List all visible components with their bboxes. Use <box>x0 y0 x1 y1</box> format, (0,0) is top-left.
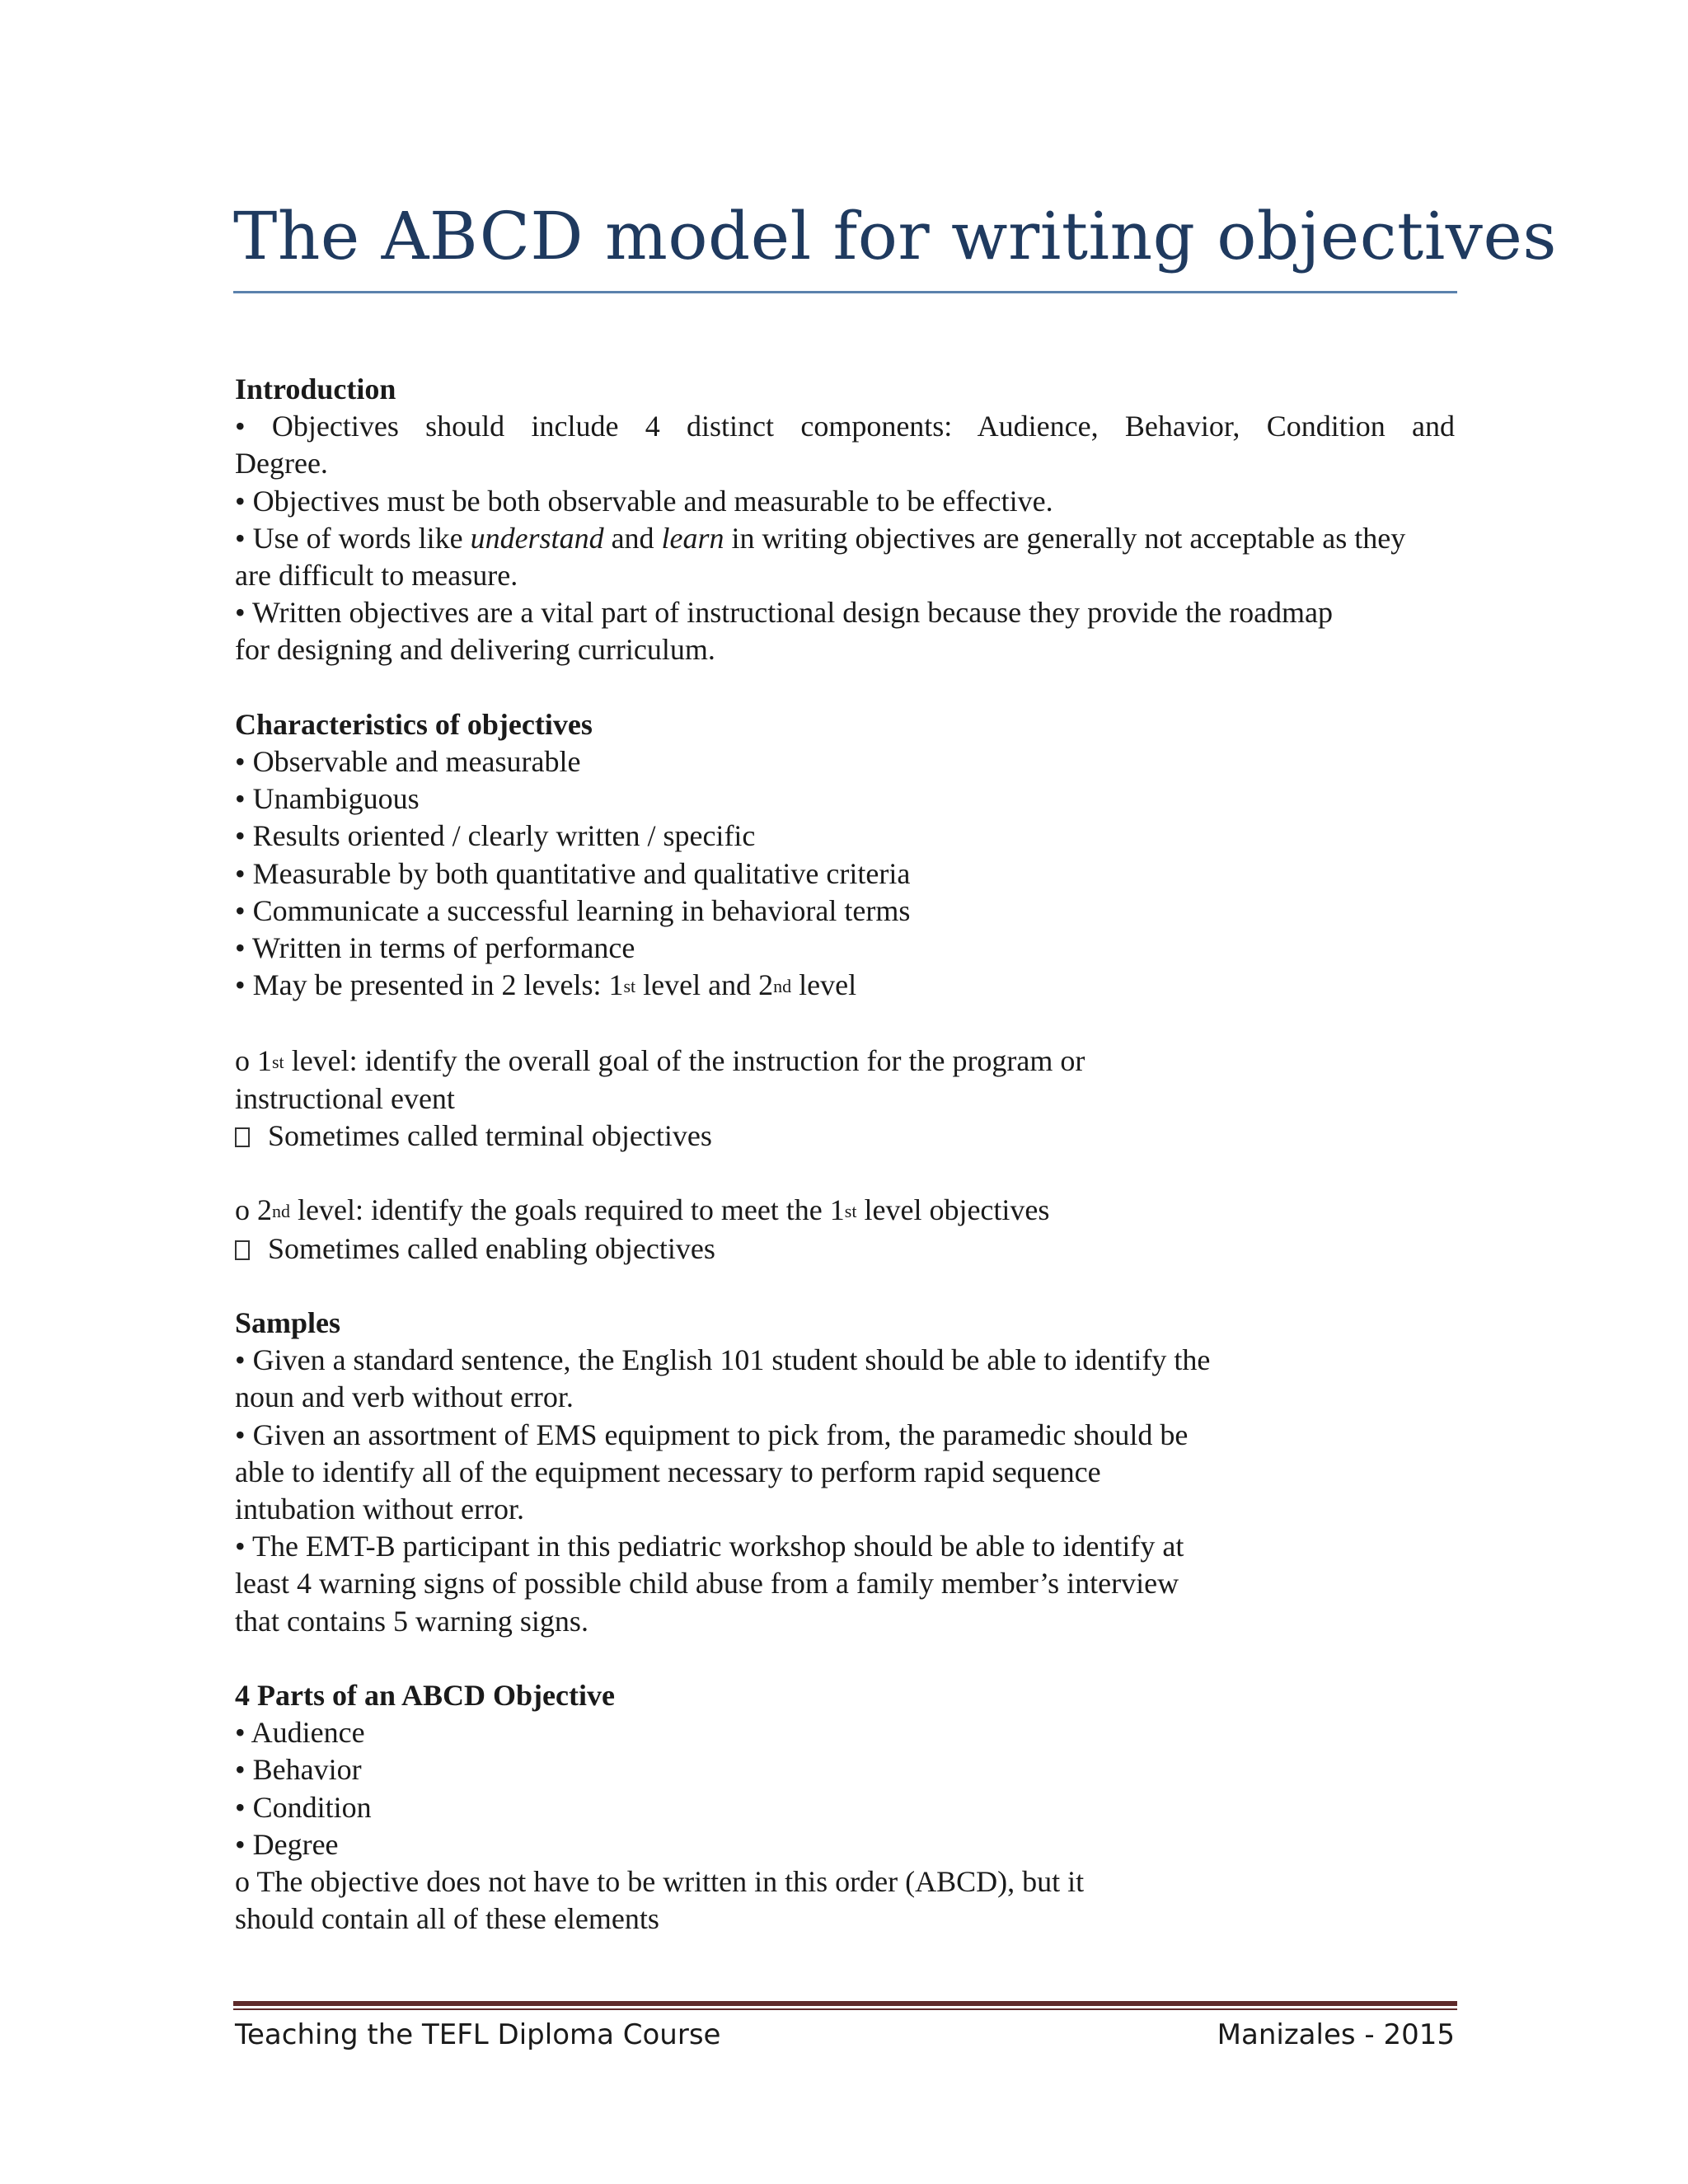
second-level-sup-2: st <box>844 1201 857 1222</box>
characteristic-item: • Observable and measurable <box>235 745 581 779</box>
intro-bullet-1-line-2: Degree. <box>235 447 328 480</box>
spacer <box>235 669 1455 706</box>
spacer <box>235 1268 1455 1305</box>
sample-line: • The EMT-B participant in this pediatric workshop should be able to identify at <box>235 1530 1184 1563</box>
sample-line: least 4 warning signs of possible child abuse from a family member’s interview <box>235 1567 1179 1601</box>
sample-line: • Given a standard sentence, the English 101 student should be able to identify the <box>235 1343 1211 1377</box>
samples-heading: Samples <box>235 1306 341 1340</box>
part-item: • Audience <box>235 1716 365 1750</box>
second-level-sub <box>235 1230 1455 1268</box>
second-level-sub-text: Sometimes called enabling objectives <box>268 1231 715 1265</box>
second-level-pre: o 2 <box>235 1193 272 1227</box>
characteristic-item: • Results oriented / clearly written / specific <box>235 819 756 853</box>
spacer <box>235 1640 1455 1677</box>
second-level-sup: nd <box>272 1201 290 1222</box>
intro-bullet-3-word-learn: learn <box>661 521 724 555</box>
characteristics-heading: Characteristics of objectives <box>235 707 593 741</box>
page-title: The ABCD model for writing objectives <box>233 198 1557 274</box>
levels-mid: level and 2 <box>635 968 774 1002</box>
intro-bullet-4-line-2: for designing and delivering curriculum. <box>235 633 715 667</box>
intro-bullet-2: • Objectives must be both observable and measurable to be effective. <box>235 484 1053 518</box>
first-level-line-2: instructional event <box>235 1081 455 1115</box>
characteristic-item: • Communicate a successful learning in behavioral terms <box>235 893 911 927</box>
title-underline <box>233 291 1457 293</box>
document-body <box>235 371 1455 1938</box>
parts-note-line-2: should contain all of these elements <box>235 1902 659 1936</box>
intro-bullet-1-line-1: • Objectives should include 4 distinct components: Audience, Behavior, Condition and <box>235 410 1455 443</box>
levels-sup-st: st <box>623 976 636 997</box>
parts-heading: 4 Parts of an ABCD Objective <box>235 1679 615 1713</box>
spacer <box>235 1155 1455 1192</box>
intro-bullet-3-mid: and <box>603 521 662 555</box>
footer-rule <box>233 2001 1457 2006</box>
part-item: • Degree <box>235 1827 339 1861</box>
part-item: • Condition <box>235 1790 372 1824</box>
sample-line: intubation without error. <box>235 1493 524 1526</box>
intro-bullet-3-word-understand: understand <box>470 521 604 555</box>
footer-location-year: Manizales - 2015 <box>1217 2018 1455 2051</box>
sample-line: • Given an assortment of EMS equipment to pick from, the paramedic should be <box>235 1418 1189 1451</box>
sample-line: able to identify all of the equipment necessary to perform rapid sequence <box>235 1455 1101 1488</box>
spacer <box>235 1005 1455 1042</box>
second-level-mid: level: identify the goals required to meet the 1 <box>290 1193 845 1227</box>
second-level-line <box>235 1192 1455 1230</box>
characteristic-item: • Unambiguous <box>235 782 420 816</box>
characteristic-item: • Measurable by both quantitative and qualitative criteria <box>235 856 911 890</box>
checkbox-glyph-icon <box>235 1127 250 1147</box>
parts-note-line-1: o The objective does not have to be written in this order (ABCD), but it <box>235 1865 1085 1899</box>
levels-sup-nd: nd <box>773 976 792 997</box>
intro-bullet-3-line-1 <box>235 520 1455 557</box>
characteristic-item: • Written in terms of performance <box>235 931 635 965</box>
intro-bullet-3-pre: • Use of words like <box>235 521 471 555</box>
first-level-sub <box>235 1118 1455 1155</box>
intro-bullet-4-line-1: • Written objectives are a vital part of instructional design because they provide the roadmap <box>235 596 1334 630</box>
footer-course-title: Teaching the TEFL Diploma Course <box>235 2018 721 2051</box>
first-level-post: level: identify the overall goal of the instruction for the program or <box>284 1043 1085 1077</box>
sample-line: that contains 5 warning signs. <box>235 1604 588 1638</box>
part-item: • Behavior <box>235 1753 362 1787</box>
levels-pre: • May be presented in 2 levels: 1 <box>235 968 624 1002</box>
second-level-post: level objectives <box>856 1193 1050 1227</box>
sample-line: noun and verb without error. <box>235 1380 574 1414</box>
intro-bullet-3-line-2: are difficult to measure. <box>235 559 518 593</box>
first-level-sub-text: Sometimes called terminal objectives <box>268 1119 712 1153</box>
levels-post: level <box>791 968 857 1002</box>
intro-bullet-3-post: in writing objectives are generally not acceptable as they <box>724 521 1406 555</box>
footer-rule-thin <box>233 2008 1457 2010</box>
introduction-heading: Introduction <box>235 373 396 405</box>
characteristic-levels <box>235 967 1455 1005</box>
checkbox-glyph-icon <box>235 1240 250 1260</box>
first-level-pre: o 1 <box>235 1043 272 1077</box>
first-level-line-1 <box>235 1043 1455 1080</box>
first-level-sup: st <box>272 1051 284 1072</box>
